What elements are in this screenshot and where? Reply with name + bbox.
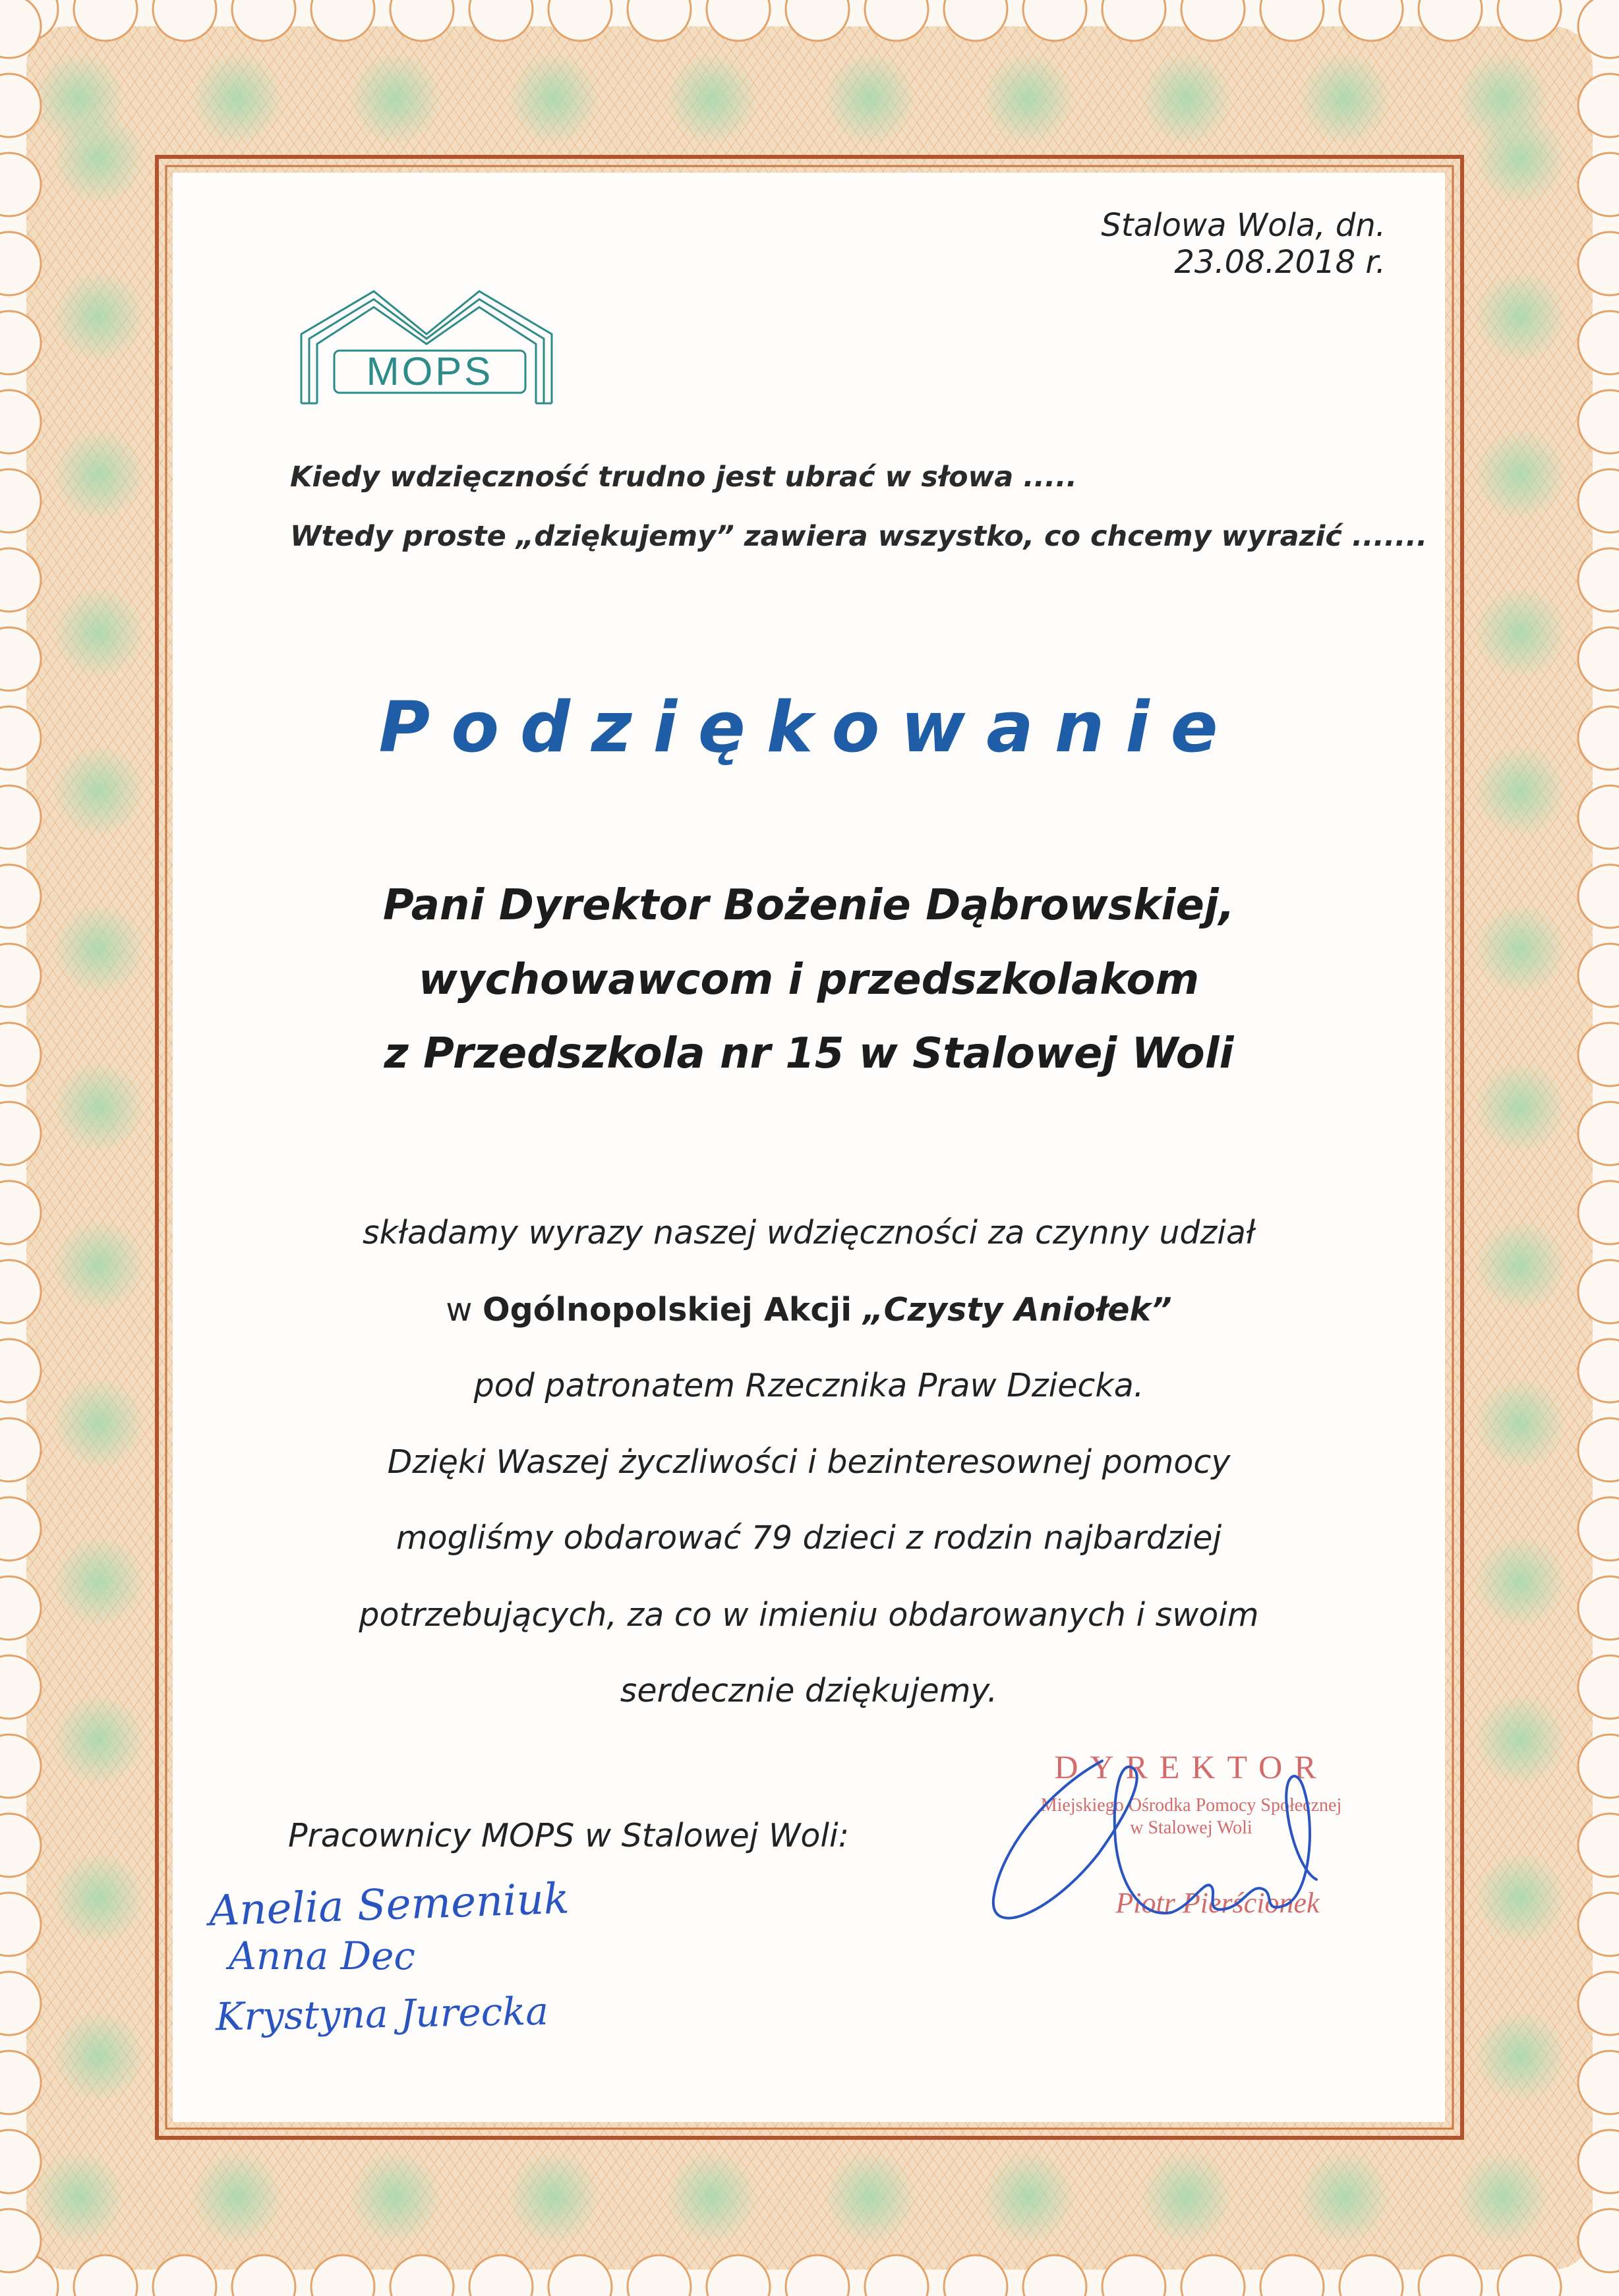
recipient-line-2: wychowawcom i przedszkolakom (418, 956, 1200, 1004)
director-signature-scribble (974, 1748, 1409, 1959)
motto-line-2: Wtedy proste „dziękujemy” zawiera wszystko, co chcemy wyrazić ....... (290, 520, 1428, 553)
body-line-2-prefix: w (446, 1291, 483, 1329)
body-line-1: składamy wyrazy naszej wdzięczności za czynny udział (363, 1214, 1255, 1251)
campaign-name-label: Ogólnopolskiej Akcji (482, 1291, 852, 1329)
recipient-line-1: Pani Dyrektor Bożenie Dąbrowskiej, (382, 881, 1235, 930)
logo-text: MOPS (366, 349, 494, 393)
recipient-line-3: z Przedszkola nr 15 w Stalowej Woli (384, 1029, 1234, 1078)
stamp-director-name: Piotr Pierścionek (1115, 1887, 1320, 1919)
handwritten-signature-3: Krystyna Jurecka (215, 1988, 549, 2040)
campaign-name-quote: „Czysty Aniołek” (852, 1291, 1172, 1329)
stamp-title: DYREKTOR (1054, 1748, 1328, 1785)
body-line-4: Dzięki Waszej życzliwości i bezinteresownej pomocy (387, 1443, 1231, 1481)
date-line: Stalowa Wola, dn. 23.08.2018 r. (1101, 207, 1386, 281)
body-line-3: pod patronatem Rzecznika Praw Dziecka. (473, 1367, 1144, 1404)
handwritten-signature-2: Anna Dec (229, 1934, 415, 1978)
body-line-6: potrzebujących, za co w imieniu obdarowanych i swoim (359, 1596, 1259, 1634)
workers-label: Pracownicy MOPS w Stalowej Woli: (288, 1817, 850, 1854)
certificate-title: Podziękowanie (378, 687, 1239, 768)
body-line-2 (173, 1291, 1445, 1329)
handwritten-signature-1: Anelia Semeniuk (208, 1874, 570, 1936)
body-line-5: mogliśmy obdarować 79 dzieci z rodzin najbardziej (396, 1519, 1222, 1557)
mops-logo (295, 272, 558, 410)
body-line-7: serdecznie dziękujemy. (620, 1672, 998, 1709)
stamp-institution-line-1: Miejskiego Ośrodka Pomocy Społecznej (1040, 1795, 1342, 1816)
motto-line-1: Kiedy wdzięczność trudno jest ubrać w słowa ..... (290, 461, 1077, 494)
director-stamp (974, 1748, 1409, 1959)
stamp-institution-line-2: w Stalowej Woli (1130, 1818, 1252, 1838)
certificate-panel (173, 173, 1445, 2122)
